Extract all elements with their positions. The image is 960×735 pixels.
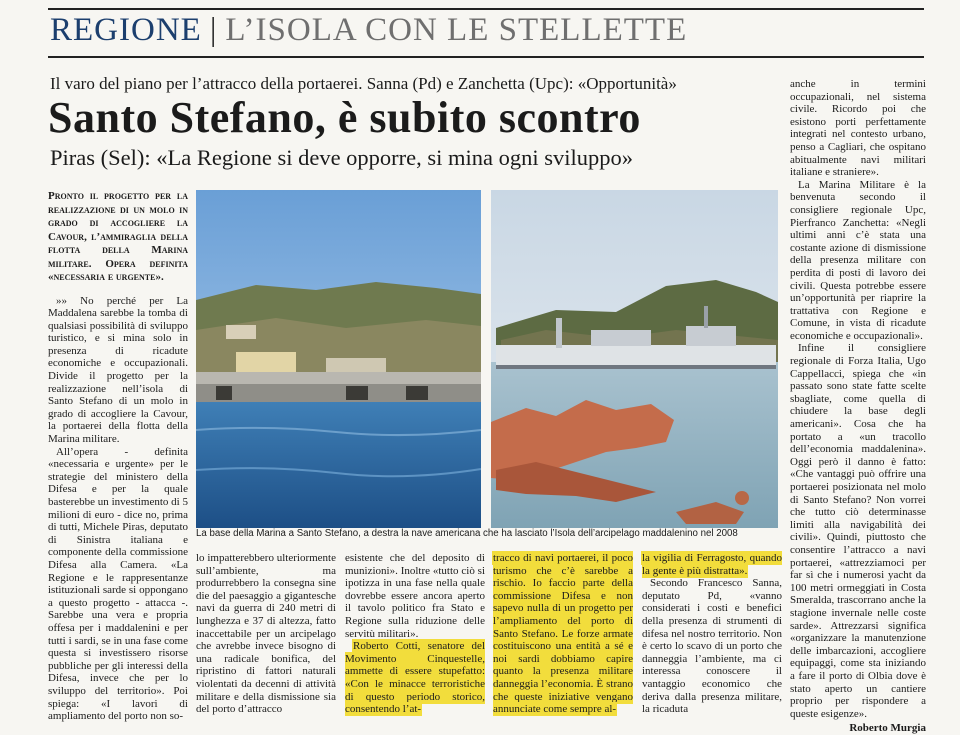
photo-caption: La base della Marina a Santo Stefano, a destra la nave americana che ha lasciato l’Isola dell’arcipelago maddalenino nel 2008 <box>196 528 738 539</box>
article-column-4 <box>493 552 633 716</box>
article-column-2 <box>196 552 336 716</box>
article-column-6 <box>790 78 926 735</box>
section-topic: L’ISOLA CON LE STELLETTE <box>225 12 688 48</box>
article-column-3 <box>345 552 485 716</box>
photo-left-base <box>196 190 481 528</box>
photo-right-ship <box>491 190 778 528</box>
body-paragraph: lo impatterebbero ulteriormente sull’ambiente, ma produrrebbero la consegna sine die del paesaggio a gigantesche navi da guerra di 240 metri di lunghezza e 37 di altezza, fatto inaccettabile per un arcipelago che avrebbe invece bisogno di una radicale bonifica, del ripristino di fattori naturali violentati da decenni di attività militare e della dismissione sia del porto d’attracco <box>196 552 336 716</box>
section-separator: | <box>209 12 218 48</box>
byline: Roberto Murgia <box>849 722 926 735</box>
subheadline: Piras (Sel): «La Regione si deve opporre, si mina ogni sviluppo» <box>50 145 634 170</box>
body-paragraph: All’opera - definita «necessaria e urgente» per le strategie del ministero della Difesa e per la quale basterebbe un investimento di 5 milioni di euro - dice no, prima di tutti, Michele Piras, deputato di Sinistra italiana e componente della commissione Difesa alla Camera. «La Regione e le rappresentanze istituzionali sarde si oppongano a questo progetto - attacca -. Sarebbe una vera e propria offesa per i maddalenini e per tutti i sardi, se in una fase come questa si investissero risorse pubbliche per gli interessi della Difesa, invece che per lo sviluppo del territorio». Poi spiega: «I lavori di ampliamento del porto non so- <box>48 445 188 723</box>
highlight-marker: tracco di navi portaerei, il poco turismo che c’è sarebbe a rischio. Io faccio parte della commissione Difesa e non sapevo nulla di un progetto per l’ampliamento del porto di Santo Stefano. Le forze armate costituiscono una entità a sé e noi sardi dobbiamo capire quanto la presenza militare danneggia l’economia. È strano che queste iniziative vengano annunciate come sempre al- <box>493 552 633 716</box>
article-photo <box>196 190 778 528</box>
highlighted-paragraph <box>642 552 782 577</box>
body-paragraph: La Marina Militare è la benvenuta secondo il consigliere regionale Upc, Pierfranco Zanchetta: «Negli ultimi anni c’è stata una costante azione di dismissione della presenza militare con perdita di posti di lavoro dei civili. Questa potrebbe essere un’opportunità per riaprire la trattativa con Regione e Comune, in vista di ricadute economiche e occupazionali». <box>790 178 926 342</box>
headline: Santo Stefano, è subito scontro <box>48 93 641 142</box>
body-paragraph: esistente che del deposito di munizioni». Inoltre «tutto ciò si ipotizza in una fase nella quale dovrebbe essere ancora aperto il tavolo politico fra Stato e Regione sulla riduzione delle servitù militari». <box>345 552 485 640</box>
highlighted-paragraph <box>345 640 485 716</box>
highlighted-paragraph <box>493 552 633 716</box>
section-header <box>50 12 687 49</box>
highlight-marker: la vigilia di Ferragosto, quando la gente è più distratta». <box>642 552 782 577</box>
article-column-5 <box>642 552 782 716</box>
header-rule <box>48 56 924 58</box>
body-paragraph: »» No perché per La Maddalena sarebbe la tomba di qualsiasi possibilità di sviluppo turistico, e si mina solo in presenza di ricadute economiche e occupazionali. Divide il progetto per la realizzazione nell’isola di Santo Stefano di un molo in grado di accogliere la Cavour, la portaerei della flotta della Marina militare. <box>48 294 188 446</box>
body-paragraph: anche in termini occupazionali, nel sistema civile. Ricordo poi che esistono porti perfettamente integrati nel contesto urbano, penso a Cagliari, che ospitano abitualmente navi militari italiane e straniere». <box>790 78 926 179</box>
section-name: REGIONE <box>50 12 202 48</box>
article-column-1 <box>48 190 188 723</box>
body-paragraph: Secondo Francesco Sanna, deputato Pd, «vanno considerati i costi e benefici della presenza di strumenti di difesa nel nostro territorio. Non è certo lo scavo di un porto che danneggia l’ambiente, ma ci interessa conoscere il vantaggio economico che deriva dalla presenza militare, la ricaduta <box>642 577 782 716</box>
lead-paragraph: Pronto il progetto per la realizzazione di un molo in grado di accogliere la Cavour, l’ammiraglia della flotta della Marina militare. Opera definita «necessaria e urgente». <box>48 190 188 283</box>
body-paragraph: Infine il consigliere regionale di Forza Italia, Ugo Cappellacci, spiega che «in passato sono state fatte scelte sbagliate, come quella di chiudere la base degli americani». Cosa che ha portato a «un tracollo dell’economia maddalenina». Oggi però il danno è fatto: «Che vantaggi può offrire una portaerei posizionata nel molo di Santo Stefano? Non vorrei che tutto ciò determinasse limiti alla navigabilità dei civili». Quindi, piuttosto che consentire l’attracco a navi portaerei, «attrezziamoci per far sì che i numerosi yacht da 100 metri ormeggiati in Costa Smeralda, trascorrano anche la stagione invernale nelle coste sarde». Attrezzarsi significa «organizzare la manutenzione delle imbarcazioni, accogliere equipaggi, come sta iniziando a fare il porto di Olbia dove è stato aperto un cantiere proprio per rispondere a queste esigenze». <box>790 342 926 720</box>
kicker: Il varo del piano per l’attracco della portaerei. Sanna (Pd) e Zanchetta (Upc): «Opportunità» <box>50 74 677 93</box>
top-rule <box>48 8 924 10</box>
highlight-marker: Roberto Cotti, senatore del Movimento Cinquestelle, ammette di essere stupefatto: «Con le minacce terroristiche di questo periodo storico, consentendo l’at- <box>345 640 485 716</box>
